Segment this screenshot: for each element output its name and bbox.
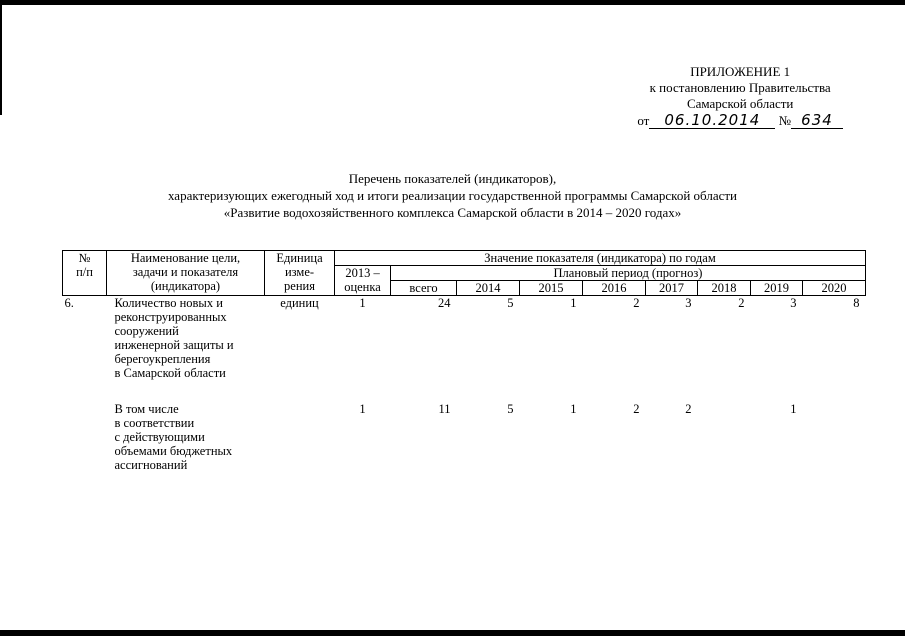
row-year-value: 2 bbox=[633, 296, 640, 310]
header-year: 2018 bbox=[698, 281, 751, 296]
row-year-value: 8 bbox=[853, 296, 860, 310]
appendix-title: ПРИЛОЖЕНИЕ 1 bbox=[690, 64, 791, 79]
row-total: 24 bbox=[438, 296, 451, 310]
row-name-line: Количество новых и bbox=[114, 296, 223, 310]
row-year-value: 1 bbox=[790, 402, 797, 416]
row-year-value bbox=[698, 402, 751, 472]
row-name-line: объемами бюджетных bbox=[114, 444, 233, 458]
title-line-3: «Развитие водохозяйственного комплекса Самарской области в 2014 – 2020 годах» bbox=[223, 205, 682, 220]
row-year-value: 5 bbox=[507, 402, 514, 416]
number-prefix: № bbox=[778, 113, 791, 128]
header-unit bbox=[265, 251, 335, 296]
title-line-1: Перечень показателей (индикаторов), bbox=[348, 171, 557, 186]
row-year-value: 3 bbox=[790, 296, 797, 310]
row-name-line: инженерной защиты и bbox=[114, 338, 234, 352]
header-unit-line3: рения bbox=[284, 279, 315, 293]
row-spacer bbox=[63, 380, 866, 402]
header-estimate bbox=[335, 266, 391, 296]
document-title bbox=[0, 170, 905, 221]
row-name-line: в соответствии bbox=[114, 416, 195, 430]
date-prefix: от bbox=[637, 113, 650, 128]
row-number bbox=[63, 402, 107, 472]
row-year-value: 2 bbox=[685, 402, 692, 416]
row-year-value bbox=[803, 402, 866, 472]
row-estimate: 1 bbox=[359, 402, 366, 416]
row-name-line: В том числе bbox=[114, 402, 179, 416]
appendix-line-3: Самарской области bbox=[686, 96, 794, 111]
header-unit-line2: изме- bbox=[284, 265, 315, 279]
header-year: 2014 bbox=[457, 281, 520, 296]
row-total: 11 bbox=[438, 402, 451, 416]
title-line-2: характеризующих ежегодный ход и итоги реализации государственной программы Самарской области bbox=[167, 188, 738, 203]
row-name-line: сооружений bbox=[114, 324, 179, 338]
header-values-group: Значение показателя (индикатора) по годам bbox=[335, 251, 866, 266]
header-num bbox=[63, 251, 107, 296]
appendix-block bbox=[637, 64, 843, 129]
handwritten-date: 06.10.2014 bbox=[649, 112, 775, 129]
row-year-value: 2 bbox=[633, 402, 640, 416]
row-year-value: 3 bbox=[685, 296, 692, 310]
row-unit bbox=[265, 402, 335, 472]
row-name bbox=[107, 296, 265, 381]
row-name-line: берегоукрепления bbox=[114, 352, 211, 366]
header-name-line1: Наименование цели, bbox=[130, 251, 241, 265]
table-body bbox=[63, 296, 866, 473]
handwritten-number: 634 bbox=[791, 112, 843, 129]
scan-border-bottom bbox=[0, 630, 905, 636]
row-year-value: 2 bbox=[738, 296, 745, 310]
row-unit: единиц bbox=[280, 296, 319, 310]
scan-border-left bbox=[0, 5, 2, 115]
scan-border-top bbox=[0, 0, 905, 5]
header-planned-period: Плановый период (прогноз) bbox=[391, 266, 866, 281]
indicators-table bbox=[62, 250, 866, 472]
row-year-value: 1 bbox=[570, 402, 577, 416]
row-number: 6. bbox=[64, 296, 74, 310]
header-estimate-line1: 2013 – bbox=[345, 266, 380, 280]
row-name-line: реконструированных bbox=[114, 310, 227, 324]
header-num-line2: п/п bbox=[76, 265, 93, 279]
header-year: 2019 bbox=[751, 281, 803, 296]
row-name-line: с действующими bbox=[114, 430, 205, 444]
header-total: всего bbox=[391, 281, 457, 296]
appendix-line-2: к постановлению Правительства bbox=[649, 80, 831, 95]
header-year: 2017 bbox=[646, 281, 698, 296]
header-unit-line1: Единица bbox=[276, 251, 323, 265]
row-estimate: 1 bbox=[359, 296, 366, 310]
row-spacer-cell bbox=[63, 380, 866, 402]
header-year: 2015 bbox=[520, 281, 583, 296]
row-name bbox=[107, 402, 265, 472]
header-name bbox=[107, 251, 265, 296]
header-year: 2020 bbox=[803, 281, 866, 296]
row-name-line: в Самарской области bbox=[114, 366, 226, 380]
header-name-line2: задачи и показателя bbox=[132, 265, 239, 279]
row-name-line: ассигнований bbox=[114, 458, 188, 472]
appendix-date-line bbox=[637, 112, 843, 129]
header-year: 2016 bbox=[583, 281, 646, 296]
table-header bbox=[63, 251, 866, 296]
row-year-value: 5 bbox=[507, 296, 514, 310]
header-num-line1: № bbox=[78, 251, 91, 265]
row-year-value: 1 bbox=[570, 296, 577, 310]
table-row bbox=[63, 402, 866, 472]
table-row bbox=[63, 296, 866, 381]
header-estimate-line2: оценка bbox=[344, 280, 381, 294]
header-name-line3: (индикатора) bbox=[150, 279, 221, 293]
